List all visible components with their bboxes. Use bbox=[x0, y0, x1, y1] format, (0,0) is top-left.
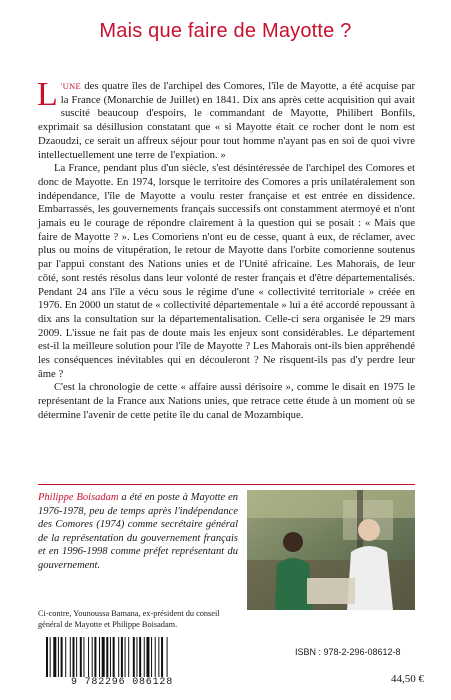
small-caps-word: 'UNE bbox=[60, 81, 81, 91]
barcode-bar bbox=[139, 637, 141, 677]
paragraph-2: La France, pendant plus d'un siècle, s'est désintéressée de l'archipel des Comores et donc de Mayotte. En 1974, lorsque le territoire des Comores a pris unilatéralement son indépendance, l'île de Mayotte a voulu rester française et est entrée en dissidence. Embarrassés, les gouvernements français successifs ont constamment atermoyé et n'ont jamais eu le courage de répondre clairement à la question qui se posait : « Mais que faire de Mayotte ? ». Les Comoriens n'ont eu de cesse, quant à eux, de réclamer, avec plus ou moins de vitupération, le retour de Mayotte dans l'orbite comorienne soutenus par l'appui constant des Nations unies et de l'Unité africaine. Les Mahorais, de leur côté, sont restés résolus dans leur volonté de rester français et d'être départementalisés. Pendant 24 ans l'île a vécu sous le régime d'une « collectivité territoriale » créée en 1976. En 2000 un statut de « collectivité départementale » lui a été accordé repoussant à dix ans la consultation sur la départementalisation. Celle-ci sera organisée le 29 mars 2009. L'issue ne fait pas de doute mais les enjeux sont considérables. Le département est-il la meilleure solution pour l'île de Mayotte ? Les Mahorais ont-ils bien appréhendé les conséquences inévitables qui en découleront ? Ne risquent-ils pas d'y perdre leur âme ? bbox=[38, 162, 415, 380]
book-title: Mais que faire de Mayotte ? bbox=[99, 20, 352, 42]
paragraph-1-text: des quatre îles de l'archipel des Comores, l'île de Mayotte, a été acquise par la France (Monarchie de Juillet) en 1841. Dix ans après cette acquisition qui avait suscité beaucoup d'espoirs, le commandant de Mayotte, Philibert Bonfils, exprimait sa désillusion constatant que « si Mayotte était ce rocher dont le nom est Dzaoudzi, ce serait un affreux séjour pour tout homme n'ayant pas en soi de quoi vivre intellectuellement une terre de l'expiation. » bbox=[38, 80, 415, 161]
author-photo bbox=[247, 490, 415, 610]
barcode-bar bbox=[70, 637, 71, 677]
barcode-digits: 9 782296 086128 bbox=[70, 677, 173, 688]
section-divider bbox=[38, 484, 415, 485]
barcode-bar bbox=[99, 637, 100, 677]
barcode-bar bbox=[88, 637, 89, 677]
barcode-bar bbox=[65, 637, 66, 677]
barcode-bar bbox=[94, 637, 96, 677]
barcode-bar bbox=[144, 637, 145, 677]
barcode-bar bbox=[76, 637, 77, 677]
barcode-bar bbox=[106, 637, 108, 677]
barcode-bar bbox=[80, 637, 82, 677]
barcode-bar bbox=[92, 637, 93, 677]
author-bio bbox=[38, 491, 238, 573]
barcode-bar bbox=[58, 637, 59, 677]
barcode-bar bbox=[133, 637, 135, 677]
paragraph-1 bbox=[37, 76, 415, 162]
barcode-bar bbox=[128, 637, 129, 677]
barcode bbox=[38, 637, 206, 689]
barcode-bar bbox=[151, 637, 152, 677]
drop-cap-letter: L bbox=[37, 76, 58, 113]
barcode-bar bbox=[61, 637, 63, 677]
barcode-bar bbox=[161, 637, 163, 677]
barcode-bars bbox=[46, 637, 202, 677]
barcode-bar bbox=[50, 637, 51, 677]
barcode-bar bbox=[118, 637, 119, 677]
barcode-bar bbox=[46, 637, 48, 677]
photo-caption: Ci-contre, Younoussa Bamana, ex-président du conseil général de Mayotte et Philippe Boisadam. bbox=[38, 609, 220, 629]
barcode-bar bbox=[102, 637, 105, 677]
barcode-bar bbox=[125, 637, 126, 677]
barcode-bar bbox=[73, 637, 75, 677]
back-cover-text bbox=[37, 76, 415, 423]
barcode-bar bbox=[121, 637, 123, 677]
barcode-bar bbox=[167, 637, 168, 677]
author-bio-text: a été en poste à Mayotte en 1976-1978, peu de temps après l'indépendance des Comores (1974) comme secrétaire général de la représentation du gouvernement français et en 1996-1998 comme préfet représentant du gouvernement. bbox=[38, 492, 239, 571]
barcode-bar bbox=[53, 637, 56, 677]
barcode-bar bbox=[83, 637, 84, 677]
barcode-bar bbox=[155, 637, 156, 677]
barcode-bar bbox=[110, 637, 111, 677]
barcode-bar bbox=[136, 637, 137, 677]
isbn-number: ISBN : 978-2-296-08612-8 bbox=[295, 647, 401, 657]
price: 44,50 € bbox=[391, 673, 424, 685]
barcode-bar bbox=[113, 637, 115, 677]
barcode-bar bbox=[146, 637, 149, 677]
author-name: Philippe Boisadam bbox=[38, 492, 119, 503]
barcode-bar bbox=[158, 637, 159, 677]
paragraph-3: C'est la chronologie de cette « affaire aussi dérisoire », comme le disait en 1975 le représentant de la France aux Nations unies, que retrace cette étude à un moment où se détermine l'avenir de cette petite île du canal de Mozambique. bbox=[38, 381, 415, 421]
